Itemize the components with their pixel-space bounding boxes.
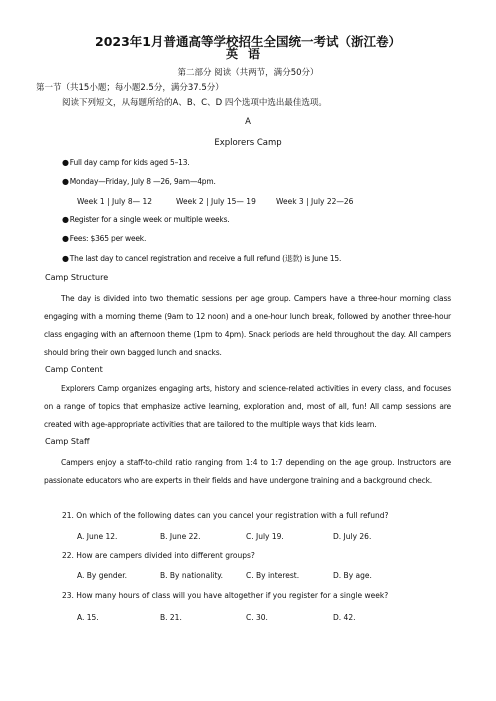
section-text-content: Explorers Camp organizes engaging arts, history and science-related activities in every class, and focuses on a range of topics that emphasize active learning, exploration and, most of all, fun! All camp sessions are created with age-appropriate activities that are tailored to the multiple ways that kids learn.: [44, 384, 451, 429]
question-option: D. July 26.: [333, 532, 372, 541]
question-option: A. By gender.: [77, 571, 128, 580]
section-heading-staff: Camp Staff: [45, 437, 90, 446]
question-stem: 21. On which of the following dates can you cancel your registration with a full refund?: [62, 511, 389, 520]
info-bullet: ● Fees: $365 per week.: [62, 234, 146, 243]
week-item: Week 3 | July 22—26: [276, 197, 354, 206]
question-option: A. June 12.: [77, 532, 118, 541]
info-bullet: ● Register for a single week or multiple weeks.: [62, 215, 229, 224]
exam-title: 2023年1月普通高等学校招生全国统一考试（浙江卷）: [95, 34, 401, 49]
question-option: B. By nationality.: [160, 571, 224, 580]
part-heading: 第二部分 阅读（共两节，满分50分）: [177, 68, 319, 78]
info-bullet: ● Monday—Friday, July 8 —26, 9am—4pm.: [62, 177, 216, 186]
section-heading-content: Camp Content: [45, 365, 103, 374]
section-text-structure: The day is divided into two thematic sessions per age group. Campers have a three-hour morning class engaging with a morning theme (9am to 12 noon) and a one-hour lunch break, followed by another three-hour class engaging with an afternoon theme (1pm to 4pm). Snack periods are held throughout the day. All campers should bring their own bagged lunch and snacks.: [44, 294, 451, 357]
section-heading-structure: Camp Structure: [45, 273, 109, 282]
info-bullet: ● The last day to cancel registration and receive a full refund (退款) is June 15.: [62, 253, 341, 264]
question-option: B. June 22.: [160, 532, 201, 541]
question-option: C. July 19.: [246, 532, 284, 541]
question-option: B. 21.: [160, 613, 182, 622]
question-option: D. 42.: [333, 613, 356, 622]
week-item: Week 1 | July 8— 12: [77, 197, 153, 206]
section-heading: 第一节（共15小题；每小题2.5分，满分37.5分）: [36, 83, 224, 93]
question-stem: 23. How many hours of class will you have altogether if you register for a single week?: [62, 591, 389, 600]
question-option: D. By age.: [333, 571, 372, 580]
section-text-staff: Campers enjoy a staff-to-child ratio ranging from 1:4 to 1:7 depending on the age group. Instructors are passionate educators who are experts in their fields and have undergone training and a background check.: [44, 458, 451, 485]
info-bullet: ● Full day camp for kids aged 5–13.: [62, 158, 189, 167]
subject-title: 英语: [225, 47, 270, 61]
question-option: C. By interest.: [246, 571, 300, 580]
question-stem: 22. How are campers divided into different groups?: [62, 551, 255, 560]
passage-letter: A: [245, 117, 251, 127]
week-item: Week 2 | July 15— 19: [176, 197, 256, 206]
question-option: A. 15.: [77, 613, 99, 622]
instructions: 阅读下列短文，从每题所给的A、B、C、D 四个选项中选出最佳选项。: [62, 98, 327, 108]
question-option: C. 30.: [246, 613, 268, 622]
passage-title: Explorers Camp: [214, 138, 282, 148]
